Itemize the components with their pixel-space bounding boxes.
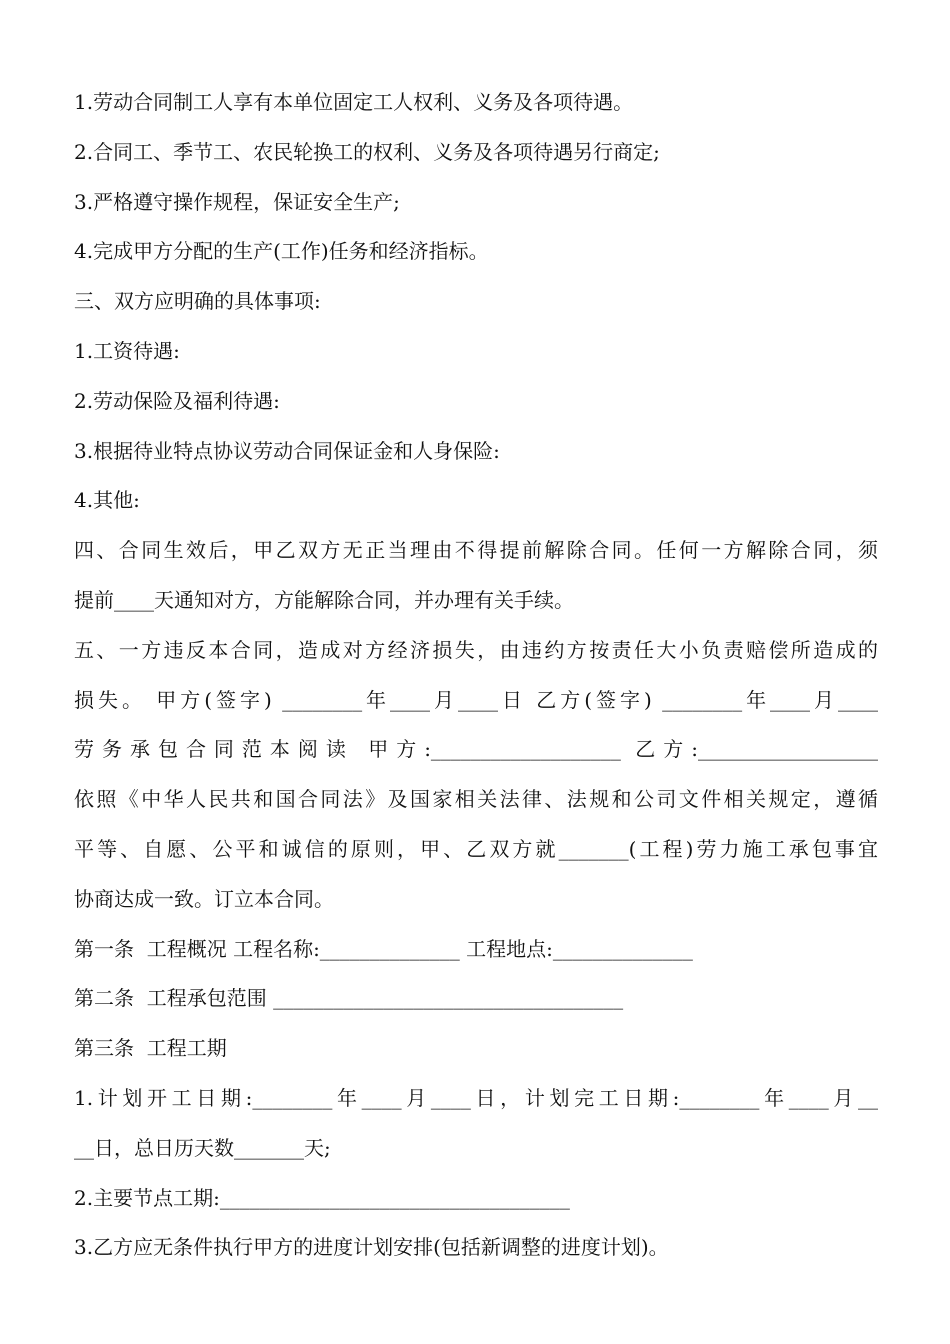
article-heading: 第一条 工程概况 工程名称:______________ 工程地点:______________ [74, 936, 693, 961]
text-line: 协商达成一致。订立本合同。 [74, 886, 334, 911]
text-line: 1.计划开工日期:________年____月____日，计划完工日期:________年____月__ [74, 1085, 878, 1110]
text-line: 2.劳动保险及福利待遇: [74, 388, 280, 413]
signature-line: 损失。 甲方(签字) ________年____月____日 乙方(签字) ________年____月____ [74, 687, 878, 712]
text-line: 提前____天通知对方，方能解除合同，并办理有关手续。 [74, 587, 574, 612]
text-line: 平等、自愿、公平和诚信的原则，甲、乙双方就_______(工程)劳力施工承包事宜 [74, 836, 878, 861]
article-heading: 第二条 工程承包范围 ___________________________________ [74, 986, 624, 1011]
text-line: 2.合同工、季节工、农民轮换工的权利、义务及各项待遇另行商定; [74, 139, 660, 164]
text-line: 1.工资待遇: [74, 338, 180, 363]
text-line: 4.其他: [74, 488, 140, 513]
document-page [74, 78, 878, 1273]
text-line: 3.根据待业特点协议劳动合同保证金和人身保险: [74, 438, 500, 463]
contract-title-line: 劳务承包合同范本阅读 甲方:___________________ 乙方:__________________ [74, 737, 878, 762]
text-line: __日，总日历天数_______天; [74, 1135, 331, 1160]
section-heading: 三、双方应明确的具体事项: [74, 289, 321, 314]
text-line: 四、合同生效后，甲乙双方无正当理由不得提前解除合同。任何一方解除合同，须 [74, 538, 878, 563]
text-line: 3.乙方应无条件执行甲方的进度计划安排(包括新调整的进度计划)。 [74, 1235, 669, 1260]
text-line: 4.完成甲方分配的生产(工作)任务和经济指标。 [74, 239, 489, 264]
text-line: 五、一方违反本合同，造成对方经济损失，由违约方按责任大小负责赔偿所造成的 [74, 637, 878, 662]
article-heading: 第三条 工程工期 [74, 1036, 227, 1061]
text-line: 3.严格遵守操作规程，保证安全生产; [74, 189, 400, 214]
text-line: 依照《中华人民共和国合同法》及国家相关法律、法规和公司文件相关规定，遵循 [74, 787, 878, 812]
text-line: 2.主要节点工期:___________________________________ [74, 1185, 570, 1210]
text-line: 1.劳动合同制工人享有本单位固定工人权利、义务及各项待遇。 [74, 90, 634, 114]
